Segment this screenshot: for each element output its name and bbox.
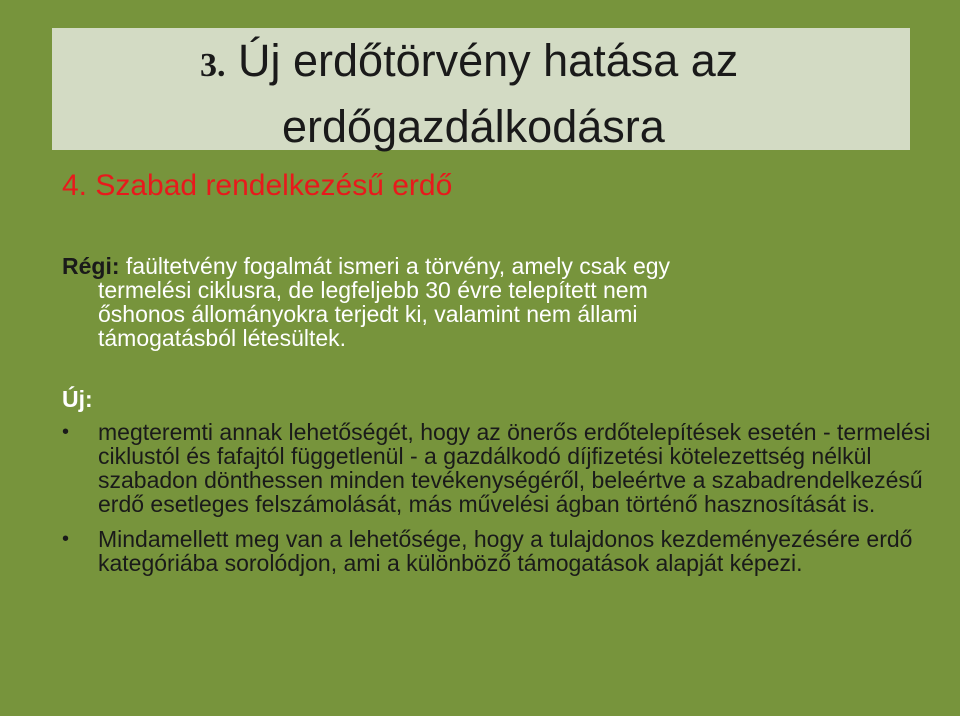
bullet-list [62,420,942,586]
title-box [52,28,910,150]
list-item [62,527,942,575]
bullet-icon: • [62,421,70,443]
bullet-text-2: Mindamellett meg van a lehetősége, hogy a tulajdonos kezdeményezésére erdő kategóriába sorolódjon, ami a különböző támogatások alapját képezi. [98,526,913,576]
old-paragraph [62,254,942,350]
old-text-1: faültetvény fogalmát ismeri a törvény, amely csak egy [125,253,671,279]
old-line-2: termelési ciklusra, de legfeljebb 30 évre telepített nem [98,277,648,303]
old-label: Régi: [62,253,120,279]
slide-title-line2: erdőgazdálkodásra [282,101,665,152]
list-item [62,420,942,516]
old-line-3: őshonos állományokra terjedt ki, valamint nem állami [98,301,638,327]
slide-title-line1 [200,34,738,93]
slide-subtitle: 4. Szabad rendelkezésű erdő [62,169,453,202]
slide-number: 3. [200,47,226,84]
old-line-4: támogatásból létesültek. [98,325,347,351]
slide-title-text1: Új erdőtörvény hatása az [238,35,739,86]
bullet-text-1: megteremti annak lehetőségét, hogy az önerős erdőtelepítések esetén - termelési ciklustól és fafajtól függetlenül - a gazdálkodó díjfizetési kötelezettség nélkül szabadon dönthessen minden tevékenységéről, beleértve a szabadrendelkezésű erdő esetleges felszámolását, más művelési ágban történő hasznosítását is. [98,419,931,517]
old-line-1 [62,254,942,278]
bullet-icon: • [62,528,70,550]
new-label: Új: [62,386,93,412]
